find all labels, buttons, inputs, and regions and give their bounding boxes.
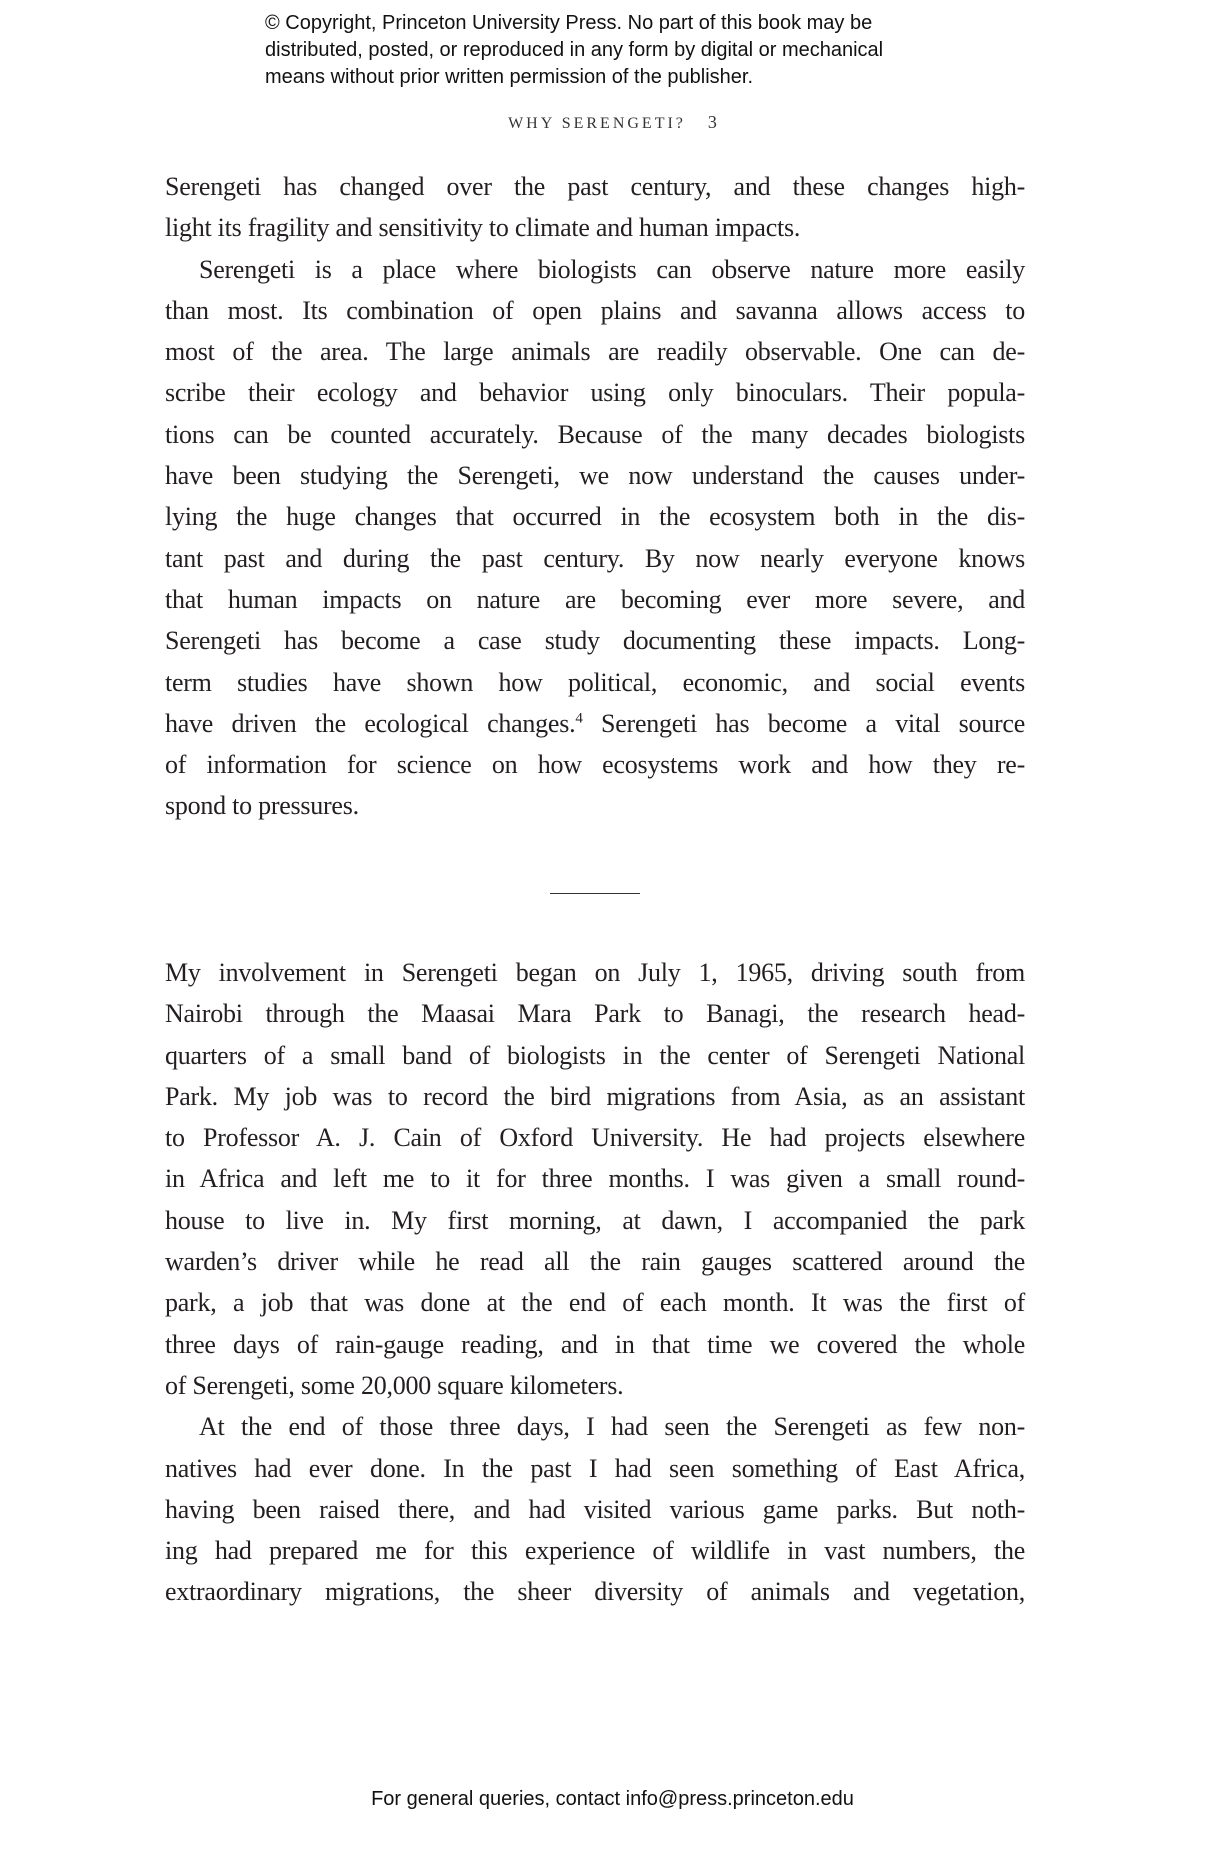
text-line: My involvement in Serengeti began on July 1, 1965, driving south from <box>165 958 1025 987</box>
text-line: tions can be counted accurately. Because of the many decades biologists <box>165 419 1025 449</box>
text-line: having been raised there, and had visited various game parks. But noth- <box>165 1494 1025 1524</box>
text-line: natives had ever done. In the past I had seen something of East Africa, <box>165 1453 1025 1483</box>
text-line: have been studying the Serengeti, we now understand the causes under- <box>165 461 1025 491</box>
text-line: park, a job that was done at the end of each month. It was the first of <box>165 1288 1025 1318</box>
text-line: light its fragility and sensitivity to climate and human impacts. <box>165 213 801 243</box>
text-line: At the end of those three days, I had seen the Serengeti as few non- <box>199 1412 1025 1442</box>
text-line: spond to pressures. <box>165 791 359 821</box>
text-line <box>165 703 1025 744</box>
running-head <box>0 112 1225 133</box>
section-divider <box>550 893 640 894</box>
text-line: Serengeti has become a case study documenting these impacts. Long- <box>165 626 1025 656</box>
copyright-notice <box>265 10 883 91</box>
running-head-title: WHY SERENGETI? <box>508 115 686 132</box>
text-span: Serengeti has become a vital source <box>582 708 1026 738</box>
text-line: of information for science on how ecosystems work and how they re- <box>165 750 1025 780</box>
text-line: than most. Its combination of open plains and savanna allows access to <box>165 295 1025 325</box>
section-2-text <box>165 952 1025 1613</box>
text-line: extraordinary migrations, the sheer diversity of animals and vegetation, <box>165 1577 1025 1607</box>
text-line: tant past and during the past century. By now nearly everyone knows <box>165 543 1025 573</box>
text-line: Serengeti has changed over the past century, and these changes high- <box>165 172 1025 201</box>
text-line: ing had prepared me for this experience of wildlife in vast numbers, the <box>165 1536 1025 1566</box>
text-line: three days of rain-gauge reading, and in that time we covered the whole <box>165 1329 1025 1359</box>
text-line: most of the area. The large animals are readily observable. One can de- <box>165 337 1025 367</box>
text-line: scribe their ecology and behavior using only binoculars. Their popula- <box>165 378 1025 408</box>
text-line: Serengeti is a place where biologists can observe nature more easily <box>199 254 1025 284</box>
text-line: house to live in. My first morning, at dawn, I accompanied the park <box>165 1205 1025 1235</box>
notice-line: means without prior written permission of the publisher. <box>265 66 754 88</box>
text-line: Nairobi through the Maasai Mara Park to Banagi, the research head- <box>165 999 1025 1029</box>
text-line: to Professor A. J. Cain of Oxford University. He had projects elsewhere <box>165 1123 1025 1153</box>
text-line: of Serengeti, some 20,000 square kilometers. <box>165 1370 624 1400</box>
text-line: quarters of a small band of biologists in the center of Serengeti National <box>165 1040 1025 1070</box>
section-1-text <box>165 166 1025 827</box>
contact-footer: For general queries, contact info@press.princeton.edu <box>371 1788 854 1810</box>
text-span: have driven the ecological changes. <box>165 708 576 738</box>
footnote-reference[interactable]: 4 <box>575 710 583 727</box>
notice-line: distributed, posted, or reproduced in any form by digital or mechanical <box>265 39 884 61</box>
page-number: 3 <box>707 112 717 132</box>
text-line: in Africa and left me to it for three months. I was given a small round- <box>165 1164 1025 1194</box>
text-line: that human impacts on nature are becoming ever more severe, and <box>165 584 1025 614</box>
text-line: term studies have shown how political, economic, and social events <box>165 667 1025 697</box>
notice-line: © Copyright, Princeton University Press. No part of this book may be <box>265 12 873 34</box>
text-line: lying the huge changes that occurred in the ecosystem both in the dis- <box>165 502 1025 532</box>
text-line: warden’s driver while he read all the rain gauges scattered around the <box>165 1247 1025 1277</box>
text-line: Park. My job was to record the bird migrations from Asia, as an assistant <box>165 1081 1025 1111</box>
